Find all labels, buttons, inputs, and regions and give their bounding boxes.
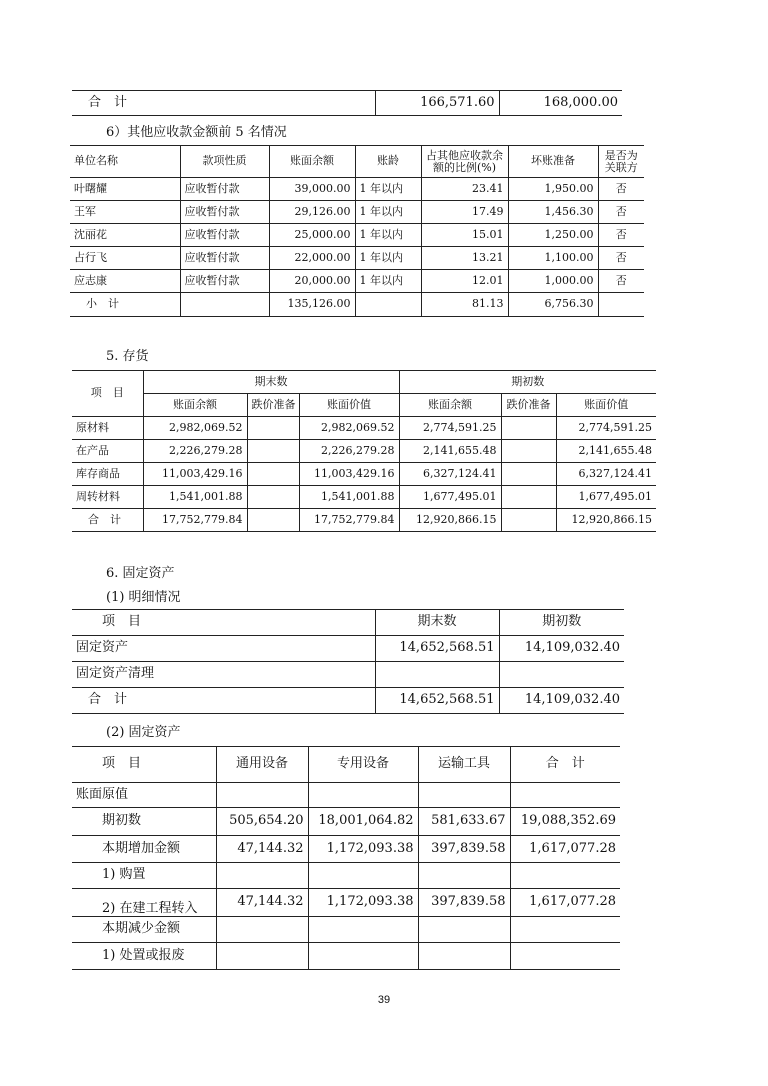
col-header: 坏账准备 <box>508 146 598 178</box>
cell: 沈丽花 <box>70 224 180 247</box>
col-header: 期末数 <box>375 610 499 636</box>
table-row <box>72 917 620 943</box>
cell <box>247 486 299 509</box>
cell <box>247 440 299 463</box>
table-row <box>72 863 620 889</box>
cell: 1,172,093.38 <box>308 889 418 917</box>
col-header: 账面价值 <box>299 394 399 417</box>
col-header: 账面余额 <box>399 394 501 417</box>
table-row <box>72 889 620 917</box>
table-row <box>72 440 656 463</box>
cell: 14,109,032.40 <box>499 636 624 662</box>
col-header: 期初数 <box>499 610 624 636</box>
table-row-subtotal <box>70 293 644 317</box>
col-header: 单位名称 <box>70 146 180 178</box>
cell <box>598 293 644 317</box>
cell <box>418 783 510 808</box>
table-header-row <box>70 146 644 178</box>
cell: 否 <box>598 178 644 201</box>
col-header: 项 目 <box>72 371 143 417</box>
cell: 在产品 <box>72 440 143 463</box>
cell: 小 计 <box>70 293 180 317</box>
col-header: 跌价准备 <box>247 394 299 417</box>
cell: 135,126.00 <box>269 293 355 317</box>
cell: 12,920,866.15 <box>399 509 501 532</box>
col-header: 占其他应收款余额的比例(%) <box>421 146 508 178</box>
cell: 周转材料 <box>72 486 143 509</box>
cell: 账面原值 <box>72 783 216 808</box>
cell: 否 <box>598 270 644 293</box>
cell: 15.01 <box>421 224 508 247</box>
table-row <box>72 463 656 486</box>
top-total-label: 合 计 <box>72 91 375 116</box>
cell <box>308 917 418 943</box>
cell: 1,677,495.01 <box>399 486 501 509</box>
cell: 1 年以内 <box>355 270 421 293</box>
cell: 应志康 <box>70 270 180 293</box>
cell <box>501 417 556 440</box>
cell: 应收暂付款 <box>180 270 269 293</box>
cell: 本期减少金额 <box>72 917 216 943</box>
cell: 1,250.00 <box>508 224 598 247</box>
cell <box>216 783 308 808</box>
cell: 25,000.00 <box>269 224 355 247</box>
cell <box>355 293 421 317</box>
col-header: 跌价准备 <box>501 394 556 417</box>
table-row <box>72 783 620 808</box>
top-total-value-2: 168,000.00 <box>499 91 622 116</box>
cell: 固定资产 <box>72 636 375 662</box>
cell: 应收暂付款 <box>180 201 269 224</box>
cell <box>501 509 556 532</box>
table-row <box>70 224 644 247</box>
cell: 占行飞 <box>70 247 180 270</box>
cell: 1,617,077.28 <box>510 836 620 863</box>
table-row <box>72 808 620 836</box>
cell: 505,654.20 <box>216 808 308 836</box>
cell: 581,633.67 <box>418 808 510 836</box>
cell <box>418 943 510 970</box>
cell: 14,652,568.51 <box>375 636 499 662</box>
cell: 否 <box>598 224 644 247</box>
group-header: 期末数 <box>143 371 399 394</box>
cell: 叶曙耀 <box>70 178 180 201</box>
cell <box>501 440 556 463</box>
inventory-table <box>72 370 656 532</box>
cell: 18,001,064.82 <box>308 808 418 836</box>
cell: 2,774,591.25 <box>556 417 656 440</box>
cell: 期初数 <box>72 808 216 836</box>
table-row <box>70 178 644 201</box>
cell <box>216 863 308 889</box>
cell <box>247 509 299 532</box>
cell: 2) 在建工程转入 <box>72 889 216 917</box>
cell: 王军 <box>70 201 180 224</box>
cell <box>308 863 418 889</box>
col-header: 项 目 <box>72 610 375 636</box>
cell <box>216 943 308 970</box>
cell: 1) 处置或报废 <box>72 943 216 970</box>
cell: 2,982,069.52 <box>143 417 247 440</box>
col-header: 账面余额 <box>143 394 247 417</box>
table-header-row <box>72 747 620 783</box>
other-receivables-table <box>70 145 644 317</box>
cell <box>510 863 620 889</box>
cell: 6,327,124.41 <box>399 463 501 486</box>
cell: 1 年以内 <box>355 247 421 270</box>
fixed-assets-category-table <box>72 746 620 970</box>
cell: 1) 购置 <box>72 863 216 889</box>
col-header: 是否为关联方 <box>598 146 644 178</box>
cell: 20,000.00 <box>269 270 355 293</box>
cell <box>247 463 299 486</box>
cell: 库存商品 <box>72 463 143 486</box>
cell: 原材料 <box>72 417 143 440</box>
cell <box>216 917 308 943</box>
cell <box>375 662 499 688</box>
table-header-row <box>72 371 656 394</box>
cell <box>308 783 418 808</box>
cell: 397,839.58 <box>418 836 510 863</box>
cell: 固定资产清理 <box>72 662 375 688</box>
cell: 否 <box>598 247 644 270</box>
cell: 1,456.30 <box>508 201 598 224</box>
page-number: 39 <box>377 994 391 1006</box>
cell: 11,003,429.16 <box>299 463 399 486</box>
cell: 81.13 <box>421 293 508 317</box>
table-row <box>72 662 624 688</box>
cell: 14,109,032.40 <box>499 688 624 714</box>
cell <box>501 486 556 509</box>
cell <box>501 463 556 486</box>
table-row-total <box>72 509 656 532</box>
cell: 2,226,279.28 <box>143 440 247 463</box>
cell: 1,541,001.88 <box>299 486 399 509</box>
cell: 11,003,429.16 <box>143 463 247 486</box>
section-title-inventory: 5. 存货 <box>106 349 149 364</box>
col-header: 账面余额 <box>269 146 355 178</box>
cell: 17,752,779.84 <box>143 509 247 532</box>
table-row <box>70 247 644 270</box>
cell: 39,000.00 <box>269 178 355 201</box>
cell <box>418 917 510 943</box>
cell: 2,141,655.48 <box>399 440 501 463</box>
cell: 否 <box>598 201 644 224</box>
section-title-other-receivables: 6）其他应收款金额前 5 名情况 <box>106 125 287 140</box>
col-header: 通用设备 <box>216 747 308 783</box>
cell: 6,756.30 <box>508 293 598 317</box>
cell <box>418 863 510 889</box>
cell: 47,144.32 <box>216 889 308 917</box>
cell <box>180 293 269 317</box>
table-row <box>72 636 624 662</box>
table-row <box>70 201 644 224</box>
cell: 19,088,352.69 <box>510 808 620 836</box>
cell: 应收暂付款 <box>180 178 269 201</box>
table-row <box>72 943 620 970</box>
cell <box>510 943 620 970</box>
cell: 2,226,279.28 <box>299 440 399 463</box>
col-header: 合 计 <box>510 747 620 783</box>
table-subheader-row <box>72 394 656 417</box>
cell <box>510 783 620 808</box>
cell: 1,100.00 <box>508 247 598 270</box>
cell: 1,617,077.28 <box>510 889 620 917</box>
cell: 1 年以内 <box>355 224 421 247</box>
cell <box>510 917 620 943</box>
col-header: 项 目 <box>72 747 216 783</box>
section-title-fixed-assets: 6. 固定资产 <box>106 566 175 581</box>
cell <box>499 662 624 688</box>
cell: 17,752,779.84 <box>299 509 399 532</box>
cell: 2,141,655.48 <box>556 440 656 463</box>
table-header-row <box>72 610 624 636</box>
cell: 本期增加金额 <box>72 836 216 863</box>
cell: 29,126.00 <box>269 201 355 224</box>
cell: 23.41 <box>421 178 508 201</box>
col-header: 专用设备 <box>308 747 418 783</box>
cell: 1,000.00 <box>508 270 598 293</box>
cell: 17.49 <box>421 201 508 224</box>
top-total-value-1: 166,571.60 <box>375 91 499 116</box>
table-row <box>72 417 656 440</box>
col-header: 账面价值 <box>556 394 656 417</box>
table-row-total <box>72 688 624 714</box>
cell: 1,172,093.38 <box>308 836 418 863</box>
cell <box>308 943 418 970</box>
cell: 1,541,001.88 <box>143 486 247 509</box>
cell: 1 年以内 <box>355 201 421 224</box>
group-header: 期初数 <box>399 371 656 394</box>
col-header: 运输工具 <box>418 747 510 783</box>
subsection-title-details: (1) 明细情况 <box>106 590 181 605</box>
col-header: 款项性质 <box>180 146 269 178</box>
cell: 应收暂付款 <box>180 224 269 247</box>
cell: 2,982,069.52 <box>299 417 399 440</box>
table-row <box>72 486 656 509</box>
cell <box>247 417 299 440</box>
cell: 1,677,495.01 <box>556 486 656 509</box>
cell: 14,652,568.51 <box>375 688 499 714</box>
table-row <box>72 836 620 863</box>
cell: 1 年以内 <box>355 178 421 201</box>
cell: 合 计 <box>72 688 375 714</box>
fixed-assets-detail-table <box>72 609 624 714</box>
col-header: 账龄 <box>355 146 421 178</box>
cell: 22,000.00 <box>269 247 355 270</box>
cell: 6,327,124.41 <box>556 463 656 486</box>
cell: 13.21 <box>421 247 508 270</box>
cell: 合 计 <box>72 509 143 532</box>
cell: 2,774,591.25 <box>399 417 501 440</box>
cell: 397,839.58 <box>418 889 510 917</box>
cell: 应收暂付款 <box>180 247 269 270</box>
cell: 1,950.00 <box>508 178 598 201</box>
table-row <box>70 270 644 293</box>
top-total-table <box>72 90 622 116</box>
cell: 12.01 <box>421 270 508 293</box>
cell: 47,144.32 <box>216 836 308 863</box>
cell: 12,920,866.15 <box>556 509 656 532</box>
subsection-title-fixed-assets: (2) 固定资产 <box>106 725 181 740</box>
